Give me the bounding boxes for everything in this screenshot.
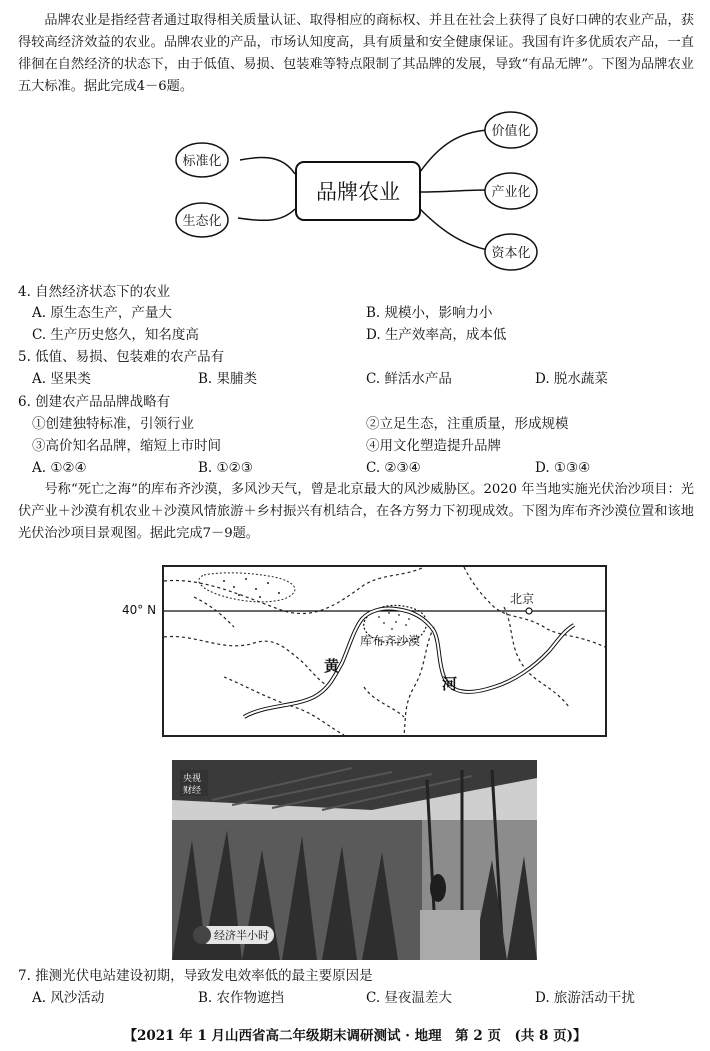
question-6-stem: 6. 创建农产品品牌战略有 (18, 394, 171, 410)
diagram-node-value: 价值化 (491, 124, 531, 139)
q4-option-a: A. 原生态生产，产量大 (32, 305, 172, 321)
map-label-desert: 库布齐沙漠 (360, 634, 421, 648)
question-5-stem: 5. 低值、易损、包装难的农产品有 (18, 349, 225, 365)
intro-paragraph-1: 品牌农业是指经营者通过取得相关质量认证、取得相应的商标权、并且在社会上获得了良好口碑的农业产品，获得较高经济效益的农业。品牌农业的产品，市场认知度高，具有质量和安全健康保证。我国有许多优质农产品，一直徘徊在自然经济的状态下，由于低值、易损、包装难等特点限制了其品牌的发展，导致“有品无牌”。下图为品牌农业五大标准。据此完成4－6题。 (18, 13, 694, 94)
q6-statement-1: ①创建独特标准，引领行业 (32, 416, 194, 432)
q6-option-c: C. ②③④ (366, 460, 421, 476)
map-label-huang: 黄 (324, 657, 340, 675)
intro-paragraph-2: 号称“死亡之海”的库布齐沙漠，多风沙天气，曾是北京最大的风沙威胁区。2020 年当地实施光伏治沙项目：光伏产业＋沙漠有机农业＋沙漠风情旅游＋乡村振兴有机结合，在各方努力下初现成效。下图为库布齐沙漠位置和该地光伏治沙项目景观图。据此完成7－9题。 (18, 482, 694, 541)
q7-option-c: C. 昼夜温差大 (366, 990, 452, 1006)
q4-option-b: B. 规模小，影响力小 (366, 305, 493, 321)
diagram-node-capital: 资本化 (491, 246, 531, 261)
page-footer: 【2021 年 1 月山西省高二年级期末调研测试 · 地理 第 2 页 (共 8 页)】 (123, 1028, 587, 1044)
diagram-node-ecology: 生态化 (182, 214, 222, 229)
q6-statement-3: ③高价知名品牌，缩短上市时间 (32, 438, 221, 454)
diagram-node-standardization: 标准化 (182, 154, 222, 169)
q4-option-c: C. 生产历史悠久，知名度高 (32, 327, 199, 343)
question-7-stem: 7. 推测光伏电站建设初期，导致发电效率低的最主要原因是 (18, 968, 373, 984)
q6-option-b: B. ①②③ (198, 460, 253, 476)
q7-option-a: A. 风沙活动 (32, 990, 105, 1006)
question-4-stem: 4. 自然经济状态下的农业 (18, 284, 171, 300)
yellow-river-inner (244, 608, 574, 717)
brand-agriculture-diagram (170, 104, 550, 276)
diagram-center-label: 品牌农业 (316, 180, 400, 204)
beijing-marker (526, 608, 532, 614)
q6-statement-4: ④用文化塑造提升品牌 (366, 438, 501, 454)
photovoltaic-field-photo (172, 760, 537, 960)
q6-option-a: A. ①②④ (32, 460, 87, 476)
q5-option-c: C. 鲜活水产品 (366, 371, 452, 387)
q5-option-d: D. 脱水蔬菜 (535, 371, 608, 387)
map-label-beijing: 北京 (510, 592, 535, 606)
q6-statement-2: ②立足生态，注重质量，形成规模 (366, 416, 569, 432)
q5-option-a: A. 坚果类 (32, 371, 91, 387)
q6-option-d: D. ①③④ (535, 460, 591, 476)
q4-option-d: D. 生产效率高，成本低 (366, 327, 507, 343)
kubuqi-location-map (162, 565, 607, 737)
diagram-node-industry: 产业化 (491, 185, 531, 200)
map-label-he: 河 (442, 675, 458, 693)
q5-option-b: B. 果脯类 (198, 371, 258, 387)
photo-logo-top: 央视 (183, 774, 202, 784)
latitude-label: 40° N (122, 603, 157, 617)
photo-caption: 经济半小时 (214, 929, 269, 942)
q7-option-b: B. 农作物遮挡 (198, 990, 285, 1006)
q7-option-d: D. 旅游活动干扰 (535, 990, 635, 1006)
photo-logo-bottom: 财经 (183, 786, 202, 796)
yellow-river-outer (244, 608, 574, 717)
